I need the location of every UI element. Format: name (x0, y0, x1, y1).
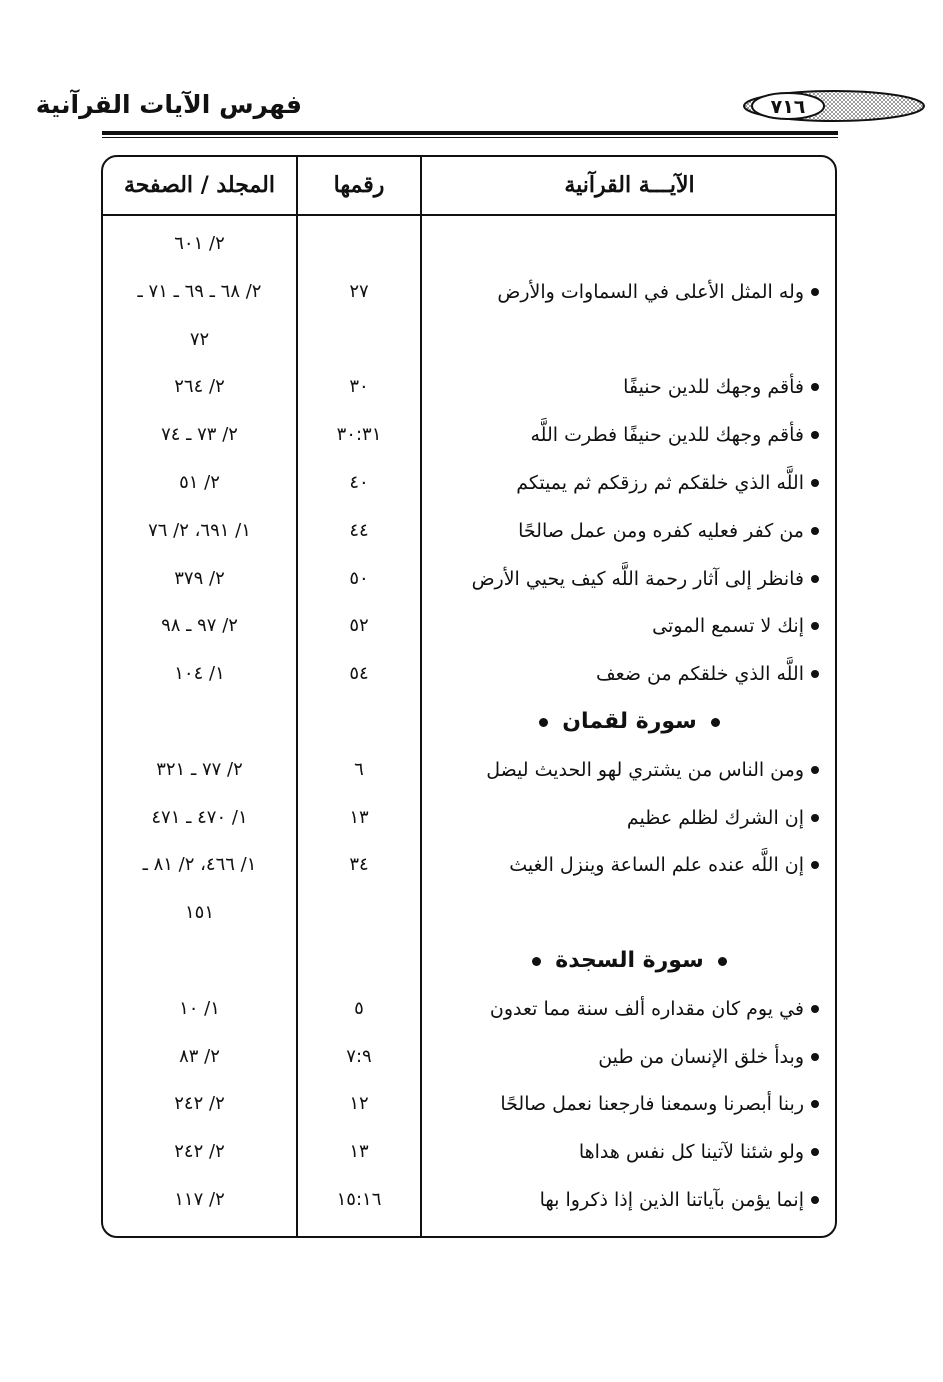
ayah-text-cell: اللَّه الذي خلقكم من ضعف (595, 663, 804, 685)
ayah-number-cell: ٣٠ (349, 376, 369, 397)
table-row (103, 509, 835, 553)
surah-title: سورة لقمان (562, 709, 697, 734)
volume-page-cell: ٢/ ٨٣ (179, 1046, 220, 1067)
bullet-icon (811, 814, 819, 822)
ayah-text-cell: فانظر إلى آثار رحمة اللَّه كيف يحيي الأرض (471, 568, 804, 590)
ayah-number-cell: ٢٧ (349, 281, 369, 302)
ayah-number-cell: ٥٤ (349, 663, 369, 684)
surah-heading (422, 700, 837, 744)
table-row (103, 365, 835, 409)
ayah-text-cell: فأقم وجهك للدين حنيفًا (623, 376, 804, 398)
volume-page-cell: ١/ ١٠٤ (174, 663, 225, 684)
column-header-ayah: الآيـــة القرآنية (564, 172, 695, 198)
ayah-text-cell: في يوم كان مقداره ألف سنة مما تعدون (489, 998, 804, 1020)
table-row (103, 604, 835, 648)
ayah-text-cell (422, 222, 804, 266)
table-row (103, 1035, 835, 1079)
bullet-icon (532, 957, 541, 966)
bullet-icon (811, 1053, 819, 1061)
page-number: ٧١٦ (770, 96, 806, 118)
bullet-icon (811, 1005, 819, 1013)
table-row (103, 652, 835, 696)
ayah-number-cell: ٤٠ (349, 472, 369, 493)
volume-page-cell: ٢/ ٢٤٢ (174, 1093, 225, 1114)
ayah-text-cell: وبدأ خلق الإنسان من طين (598, 1046, 804, 1068)
table-row (103, 843, 835, 887)
ayah-number-cell: ١٢ (349, 1093, 369, 1114)
volume-page-cell: ٢/ ٧٣ ـ ٧٤ (161, 424, 238, 445)
bullet-icon (811, 861, 819, 869)
ayah-number-cell: ٣٠:٣١ (336, 424, 382, 445)
table-row (103, 748, 835, 792)
ayah-text-cell: إنك لا تسمع الموتى (652, 615, 804, 637)
bullet-icon (811, 622, 819, 630)
bullet-icon (811, 766, 819, 774)
bullet-icon (811, 1148, 819, 1156)
table-row (103, 1130, 835, 1174)
volume-page-cell: ١/ ٤٦٦، ٢/ ٨١ ـ (142, 854, 257, 875)
bullet-icon (811, 1196, 819, 1204)
table-row (103, 413, 835, 457)
ayah-number-cell (298, 222, 420, 266)
volume-page-cell: ١/ ٦٩١، ٢/ ٧٦ (148, 520, 251, 541)
volume-page-cell: ٢/ ٦٠١ (174, 233, 225, 254)
bullet-icon (811, 479, 819, 487)
ayah-number-cell: ٦ (354, 759, 364, 780)
volume-page-cell: ٢/ ٩٧ ـ ٩٨ (161, 615, 238, 636)
bullet-icon (811, 383, 819, 391)
bullet-icon (539, 718, 548, 727)
ayah-text-cell: ربنا أبصرنا وسمعنا فارجعنا نعمل صالحًا (500, 1093, 804, 1115)
ayah-text-cell: وله المثل الأعلى في السماوات والأرض (497, 281, 804, 303)
column-header-number: رقمها (333, 172, 385, 198)
bullet-icon (718, 957, 727, 966)
surah-heading (422, 939, 837, 983)
ayah-text-cell: ولو شئنا لآتينا كل نفس هداها (578, 1141, 804, 1163)
ayah-number-cell: ٤٤ (349, 520, 369, 541)
table-row (103, 222, 835, 266)
volume-page-cell: ٢/ ٢٦٤ (174, 376, 225, 397)
ayah-number-cell: ٧:٩ (346, 1046, 372, 1067)
ayah-text-cell (422, 891, 804, 935)
ayah-text-cell: ومن الناس من يشتري لهو الحديث ليضل (486, 759, 804, 781)
volume-page-cell: ٢/ ٢٤٢ (174, 1141, 225, 1162)
ayah-index-table (101, 155, 837, 1238)
volume-page-cell: ١٥١ (184, 902, 214, 923)
header-title: فهرس الآيات القرآنية (35, 90, 302, 119)
ayah-text-cell: اللَّه الذي خلقكم ثم رزقكم ثم يميتكم (516, 472, 804, 494)
table-row (103, 987, 835, 1031)
volume-page-cell: ٧٢ (189, 329, 210, 350)
ayah-number-cell: ٥٢ (349, 615, 369, 636)
ayah-number-cell: ١٣ (349, 807, 369, 828)
ayah-text-cell (422, 318, 804, 362)
table-row (103, 318, 835, 362)
bullet-icon (811, 670, 819, 678)
volume-page-cell: ٢/ ٦٨ ـ ٦٩ ـ ٧١ ـ (137, 281, 262, 302)
ayah-number-cell: ٥ (354, 998, 364, 1019)
volume-page-cell: ٢/ ٣٧٩ (174, 568, 225, 589)
page-number-badge (741, 89, 927, 123)
table-row (103, 1082, 835, 1126)
table-row (103, 891, 835, 935)
volume-page-cell: ٢/ ٧٧ ـ ٣٢١ (156, 759, 243, 780)
ayah-text-cell: إن الشرك لظلم عظيم (626, 807, 804, 829)
ayah-text-cell: إنما يؤمن بآياتنا الذين إذا ذكروا بها (539, 1189, 804, 1211)
bullet-icon (811, 1100, 819, 1108)
table-row (103, 461, 835, 505)
bullet-icon (811, 527, 819, 535)
surah-title: سورة السجدة (555, 948, 704, 973)
header-divider (103, 214, 835, 216)
bullet-icon (711, 718, 720, 727)
volume-page-cell: ٢/ ٥١ (179, 472, 220, 493)
ayah-number-cell (298, 891, 420, 935)
ayah-number-cell: ٥٠ (349, 568, 369, 589)
ayah-text-cell: فأقم وجهك للدين حنيفًا فطرت اللَّه (530, 424, 804, 446)
header-rule (102, 131, 838, 135)
ayah-number-cell (298, 318, 420, 362)
ayah-number-cell: ١٥:١٦ (336, 1189, 382, 1210)
bullet-icon (811, 431, 819, 439)
bullet-icon (811, 288, 819, 296)
volume-page-cell: ٢/ ١١٧ (174, 1189, 225, 1210)
bullet-icon (811, 575, 819, 583)
ayah-text-cell: من كفر فعليه كفره ومن عمل صالحًا (518, 520, 804, 542)
ayah-number-cell: ١٣ (349, 1141, 369, 1162)
volume-page-cell: ١/ ٤٧٠ ـ ٤٧١ (151, 807, 248, 828)
table-row (103, 796, 835, 840)
table-row (103, 557, 835, 601)
table-row (103, 1178, 835, 1222)
header-rule-thin (102, 137, 838, 138)
volume-page-cell: ١/ ١٠ (179, 998, 220, 1019)
ayah-number-cell: ٣٤ (349, 854, 369, 875)
ayah-text-cell: إن اللَّه عنده علم الساعة وينزل الغيث (509, 854, 804, 876)
column-header-volume-page: المجلد / الصفحة (124, 172, 275, 198)
table-row (103, 270, 835, 314)
